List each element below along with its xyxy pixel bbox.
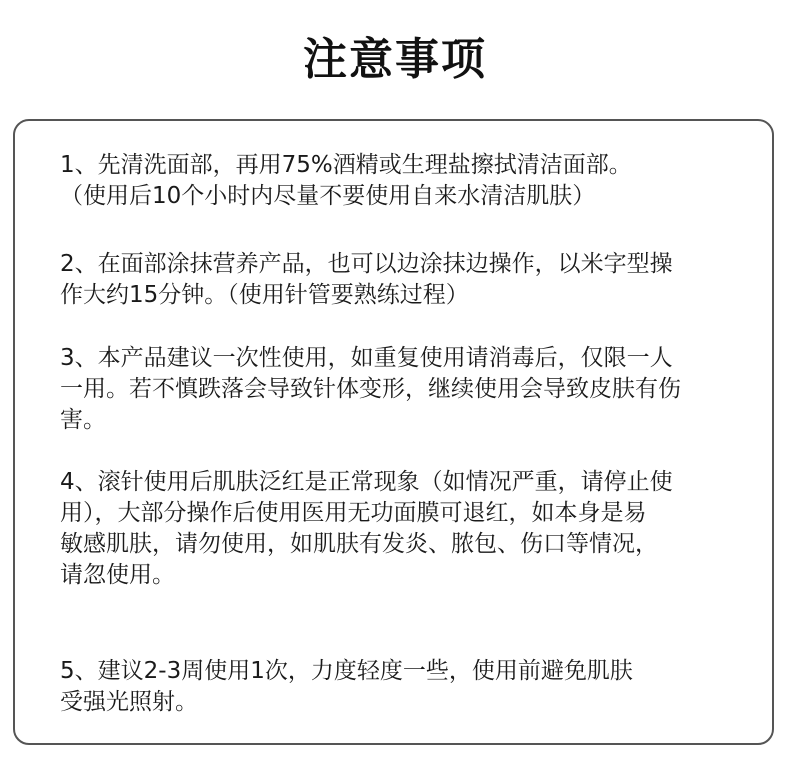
note-line: 5、建议2-3周使用1次，力度轻度一些，使用前避免肌肤 <box>60 658 633 684</box>
note-item-4 <box>60 467 760 591</box>
note-line: 敏感肌肤，请勿使用，如肌肤有发炎、脓包、伤口等情况， <box>60 531 658 557</box>
note-line: 3、本产品建议一次性使用，如重复使用请消毒后，仅限一人 <box>60 345 673 371</box>
note-line: 作大约15分钟。（使用针管要熟练过程） <box>60 282 469 308</box>
note-line: 4、滚针使用后肌肤泛红是正常现象（如情况严重，请停止使 <box>60 469 673 495</box>
note-item-3 <box>60 343 760 436</box>
note-line: 1、先清洗面部，再用75%酒精或生理盐擦拭清洁面部。 <box>60 152 632 178</box>
note-line: 2、在面部涂抹营养产品，也可以边涂抹边操作，以米字型操 <box>60 251 673 277</box>
note-line: （使用后10个小时内尽量不要使用自来水清洁肌肤） <box>60 183 596 209</box>
note-line: 受强光照射。 <box>60 689 198 715</box>
note-item-5 <box>60 656 760 718</box>
note-item-1 <box>60 150 760 212</box>
note-line: 请忽使用。 <box>60 562 175 588</box>
note-line: 用），大部分操作后使用医用无功面膜可退红，如本身是易 <box>60 500 647 526</box>
note-line: 一用。若不慎跌落会导致针体变形，继续使用会导致皮肤有伤 <box>60 376 681 402</box>
note-line: 害。 <box>60 407 106 433</box>
page-title: 注意事项 <box>303 34 487 85</box>
note-item-2 <box>60 249 760 311</box>
